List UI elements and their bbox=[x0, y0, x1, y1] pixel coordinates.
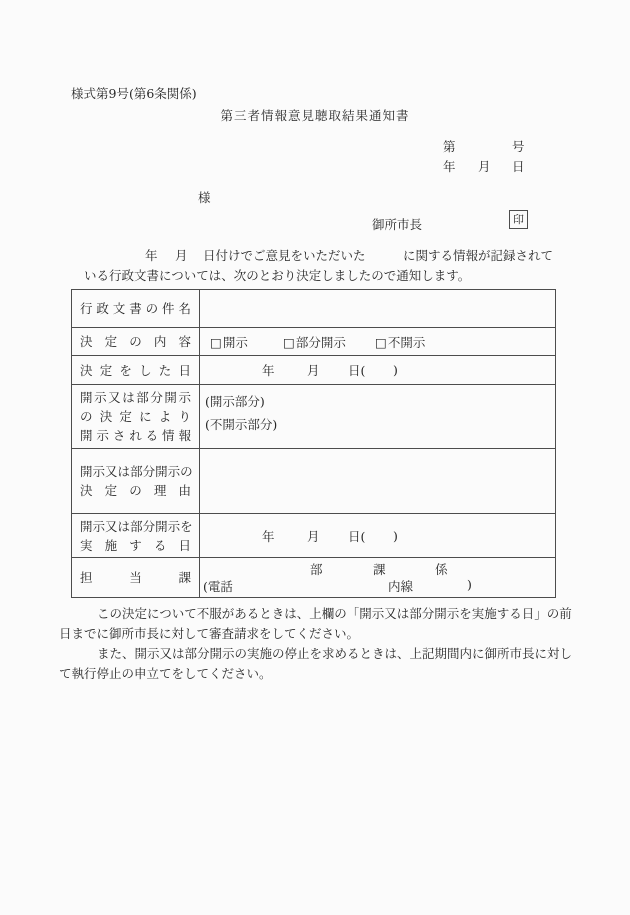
row-label-text: 担 当 課 bbox=[80, 570, 191, 585]
row-label-text: 決 定 の 内 容 bbox=[80, 334, 191, 349]
note-line: て執行停止の申立てをしてください。 bbox=[59, 666, 272, 681]
document-number-line bbox=[0, 137, 630, 153]
row-label-text: 決 定 の 理 由 bbox=[80, 483, 191, 498]
disclosed-information-field bbox=[200, 385, 555, 448]
date-paren-close: ) bbox=[393, 528, 398, 543]
table-row-decision-date bbox=[72, 356, 555, 385]
row-label bbox=[72, 558, 200, 597]
implementation-date-field bbox=[200, 514, 555, 557]
row-label-text: 行 政 文 書 の 件 名 bbox=[80, 301, 191, 316]
option-disclosure bbox=[210, 333, 248, 351]
option-partial-disclosure bbox=[283, 333, 346, 351]
row-label-text: 実 施 す る 日 bbox=[80, 537, 191, 553]
body-paragraph-line1 bbox=[0, 246, 630, 262]
non-disclosed-part-label: (不開示部分) bbox=[205, 417, 278, 432]
seal-mark: 印 bbox=[509, 210, 528, 229]
date-day-label: 日( bbox=[348, 528, 366, 544]
table-row-disclosed-information bbox=[72, 385, 555, 449]
date-month-label: 月 bbox=[307, 363, 320, 378]
extension-label: 内線 bbox=[388, 579, 414, 594]
option-label: 不開示 bbox=[387, 334, 426, 350]
row-label-text: 開 示 又 は 部 分 開 示 bbox=[80, 390, 191, 405]
table-row-document-title bbox=[72, 290, 555, 328]
org-section-label: 課 bbox=[373, 562, 386, 577]
decision-date-field bbox=[200, 356, 555, 384]
issue-date-line bbox=[0, 157, 630, 173]
row-label-text: の 決 定 に よ り bbox=[80, 409, 191, 424]
date-year-label: 年 bbox=[262, 363, 275, 378]
checkbox-icon: □ bbox=[210, 334, 222, 350]
table-row-decision-content bbox=[72, 328, 555, 356]
date-month-label: 月 bbox=[307, 528, 320, 544]
row-label bbox=[72, 290, 200, 327]
note-line: 日までに御所市長に対して審査請求をしてください。 bbox=[59, 626, 360, 641]
table-row-responsible-section bbox=[72, 558, 555, 597]
option-non-disclosure bbox=[375, 333, 425, 351]
addressee-suffix: 様 bbox=[198, 190, 211, 205]
date-paren-close: ) bbox=[393, 362, 398, 378]
doc-number-suffix: 号 bbox=[512, 139, 525, 154]
row-label bbox=[72, 356, 200, 384]
row-label bbox=[72, 449, 200, 513]
date-day-label: 日( bbox=[348, 363, 366, 378]
date-year-label: 年 bbox=[262, 528, 275, 544]
row-label-text: 開 示 又 は 部 分 開 示 の bbox=[80, 464, 193, 479]
body-text-tail: に関する情報が記録されて bbox=[403, 248, 554, 263]
note-line: この決定について不服があるときは、上欄の「開示又は部分開示を実施する日」の前 bbox=[97, 606, 572, 621]
table-row-decision-reason bbox=[72, 449, 555, 514]
doc-number-prefix: 第 bbox=[443, 139, 456, 154]
row-label bbox=[72, 514, 200, 557]
row-label-text: 開 示 又 は 部 分 開 示 を bbox=[80, 518, 193, 534]
option-label: 部分開示 bbox=[295, 334, 346, 350]
table-row-implementation-date bbox=[72, 514, 555, 558]
body-text-mid: 日付けでご意見をいただいた bbox=[203, 248, 366, 263]
row-label bbox=[72, 385, 200, 448]
checkbox-icon: □ bbox=[283, 334, 295, 350]
body-paragraph-line2: いる行政文書については、次のとおり決定しましたので通知します。 bbox=[84, 268, 471, 283]
telephone-paren-close: ) bbox=[467, 577, 472, 592]
decision-table bbox=[71, 289, 556, 598]
note-line: また、開示又は部分開示の実施の停止を求めるときは、上記期間内に御所市長に対し bbox=[97, 646, 573, 661]
form-number: 様式第9号(第6条関係) bbox=[71, 86, 197, 101]
decision-options-field bbox=[200, 328, 555, 355]
blank-date-month-label: 月 bbox=[175, 248, 188, 263]
checkbox-icon: □ bbox=[375, 334, 387, 350]
row-label bbox=[72, 328, 200, 355]
issue-date-year-label: 年 bbox=[443, 159, 456, 174]
issuer-name: 御所市長 bbox=[372, 217, 423, 232]
decision-reason-field bbox=[200, 449, 555, 513]
telephone-label: (電話 bbox=[203, 579, 233, 594]
option-label: 開示 bbox=[222, 334, 248, 350]
org-department-label: 部 bbox=[310, 562, 323, 577]
row-label-text: 決 定 を し た 日 bbox=[80, 362, 191, 378]
blank-date-year-label: 年 bbox=[145, 248, 158, 263]
responsible-section-field bbox=[200, 558, 555, 597]
org-subsection-label: 係 bbox=[435, 562, 448, 577]
document-title-field bbox=[200, 290, 555, 327]
issue-date-day-label: 日 bbox=[512, 159, 525, 174]
document-title: 第三者情報意見聴取結果通知書 bbox=[220, 108, 410, 123]
row-label-text: 開 示 さ れ る 情 報 bbox=[80, 428, 191, 443]
issue-date-month-label: 月 bbox=[478, 159, 491, 174]
disclosed-part-label: (開示部分) bbox=[205, 394, 265, 409]
footer-notes bbox=[59, 604, 573, 684]
